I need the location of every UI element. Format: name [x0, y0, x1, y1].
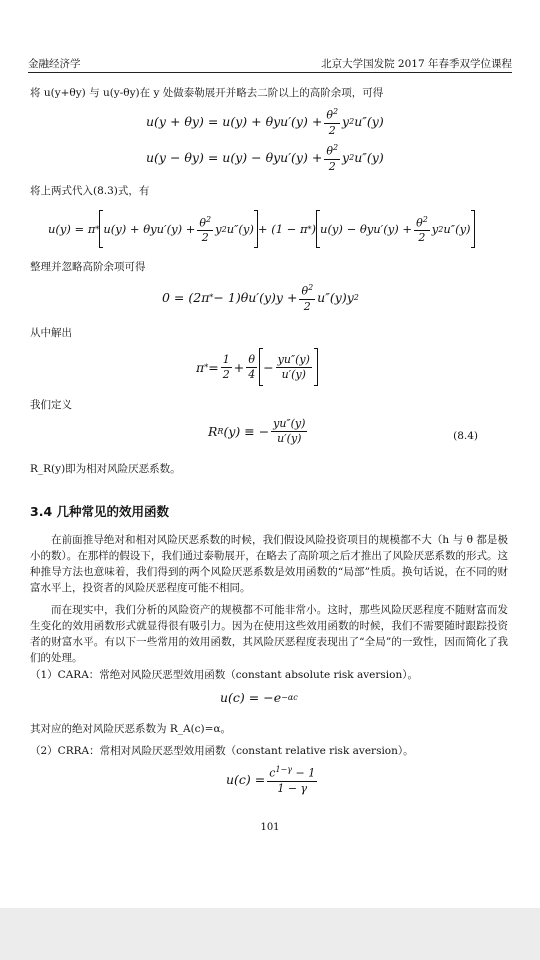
equation-crra: u(c) = $\frac{c^{1-\gamma} - 1}{1 - \gamma}$ [226, 765, 316, 795]
text-line-4: 从中解出 [30, 327, 72, 339]
equation-taylor-minus: u(y − θy) = u(y) − θyu′(y) + $\frac{\theta^2}{2}$ y 2 u″(y) [146, 143, 384, 173]
header-rule [28, 72, 512, 73]
paragraph-2: 而在现实中，我们分析的风险资产的规模都不可能非常小。这时，那些风险厌恶程度不随财富而发生变化的效用函数形式就显得很有吸引力。因为在使用这些效用函数的时候，我们不需要随时跟踪投资者的财富水平。有以下一些常用的效用函数，其风险厌恶程度表现出了“全局”的一致性，因而简化了我们的处理。 [30, 604, 508, 664]
cara-heading: （1）CARA：常绝对风险厌恶型效用函数（constant absolute risk aversion）。 [30, 669, 418, 681]
text-line-3: 整理并忽略高阶余项可得 [30, 261, 146, 273]
equation-rr: R R (y) ≡ − $\frac{yu''(y)}{u'(y)}$ [208, 417, 306, 445]
equation-simplified: 0 = (2π * − 1)θu′(y)y + $\frac{\theta^2}{2}$ u″(y)y 2 [162, 283, 359, 313]
page-number: 101 [260, 822, 280, 833]
equation-substitution: u(y) = π * u(y) + θyu′(y) + $\frac{\theta^2}{2}$ y 2 u″(y) + (1 − π * ) u(y) − θyu′(y) + $\frac{\theta^2}{2}$ y 2 u″(y) [48, 210, 475, 248]
text-line-2: 将上两式代入(8.3)式，有 [30, 185, 150, 197]
header-right: 北京大学国发院 2017 年春季双学位课程 [321, 58, 512, 70]
text-line-5: 我们定义 [30, 399, 72, 411]
crra-heading: （2）CRRA：常相对风险厌恶型效用函数（constant relative risk aversion）。 [30, 745, 414, 757]
equation-cara: u(c) = −e −αc [220, 690, 298, 705]
text-line-6: R_R(y)即为相对风险厌恶系数。 [30, 463, 181, 475]
header-left: 金融经济学 [28, 58, 81, 70]
cara-note: 其对应的绝对风险厌恶系数为 R_A(c)=α。 [30, 723, 232, 735]
equation-pi-star: π * = $\frac{1}{2}$ + $\frac{\theta}{4}$ − $\frac{yu''(y)}{u'(y)}$ [196, 348, 318, 386]
paragraph-1: 在前面推导绝对和相对风险厌恶系数的时候，我们假设风险投资项目的规模都不大（h 与 θ 都是极小的数）。在那样的假设下，我们通过泰勒展开，在略去了高阶项之后才推出了风险厌恶系数的形式。这种推导方法也意味着，我们得到的两个风险厌恶系数是效用函数的“局部”性质。换句话说，在不同的财富水平上，投资者的风险厌恶程度可能不相同。 [30, 534, 508, 594]
text-line-1: 将 u(y+θy) 与 u(y-θy)在 y 处做泰勒展开并略去二阶以上的高阶余项，可得 [30, 87, 384, 99]
equation-taylor-plus: u(y + θy) = u(y) + θyu′(y) + $\frac{\theta^2}{2}$ y 2 u″(y) [146, 107, 384, 137]
equation-number: (8.4) [453, 430, 478, 442]
section-title: 3.4 几种常见的效用函数 [30, 504, 169, 519]
